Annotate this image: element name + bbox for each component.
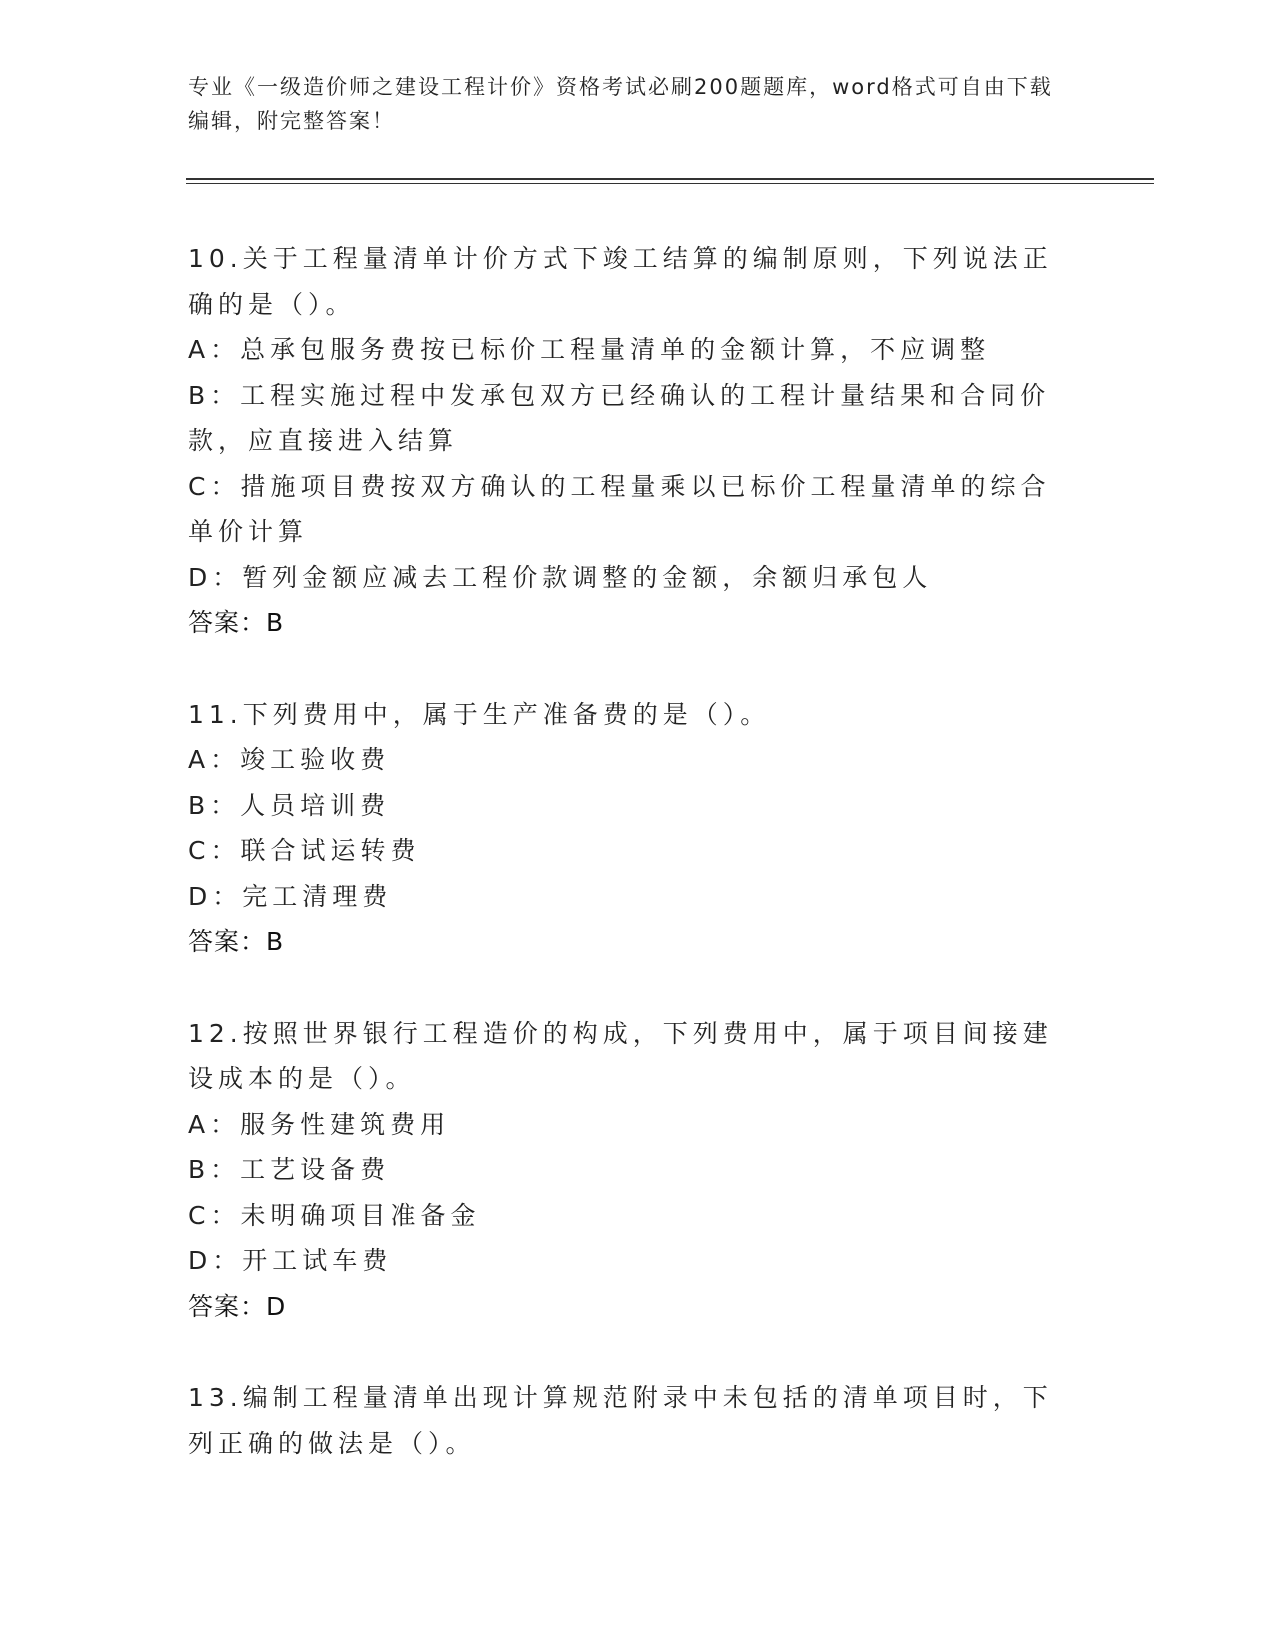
option-b: B：人员培训费 [188, 790, 391, 820]
question-stem: 10.关于工程量清单计价方式下竣工结算的编制原则，下列说法正确的是（）。 [188, 244, 1053, 319]
header-divider-thin [186, 183, 1154, 184]
option-d: D：完工清理费 [188, 881, 393, 911]
question-13 [188, 1375, 1068, 1466]
option-a: A：竣工验收费 [188, 745, 391, 774]
question-11 [188, 692, 1068, 965]
option-c: C：未明确项目准备金 [188, 1200, 481, 1230]
header-divider-thick [186, 178, 1154, 180]
question-12 [188, 1011, 1068, 1330]
option-a: A：总承包服务费按已标价工程量清单的金额计算，不应调整 [188, 335, 991, 364]
question-stem: 13.编制工程量清单出现计算规范附录中未包括的清单项目时，下列正确的做法是（）。 [188, 1383, 1053, 1458]
option-d: D：开工试车费 [188, 1246, 393, 1275]
answer: 答案：B [188, 927, 285, 956]
question-list [188, 236, 1068, 1512]
option-c: C：联合试运转费 [188, 836, 421, 865]
option-a: A：服务性建筑费用 [188, 1109, 451, 1139]
option-b: B：工程实施过程中发承包双方已经确认的工程计量结果和合同价款，应直接进入结算 [188, 380, 1051, 455]
option-b: B：工艺设备费 [188, 1155, 391, 1184]
answer: 答案：D [188, 1291, 287, 1321]
question-stem: 12.按照世界银行工程造价的构成，下列费用中，属于项目间接建设成本的是（）。 [188, 1018, 1053, 1093]
option-d: D：暂列金额应减去工程价款调整的金额，余额归承包人 [188, 562, 933, 592]
answer: 答案：B [188, 608, 285, 637]
question-stem: 11.下列费用中，属于生产准备费的是（）。 [188, 699, 771, 729]
question-10 [188, 236, 1068, 646]
option-c: C：措施项目费按双方确认的工程量乘以已标价工程量清单的综合单价计算 [188, 471, 1051, 546]
document-header: 专业《一级造价师之建设工程计价》资格考试必刷200题题库，word格式可自由下载编辑，附完整答案！ [188, 75, 1053, 133]
